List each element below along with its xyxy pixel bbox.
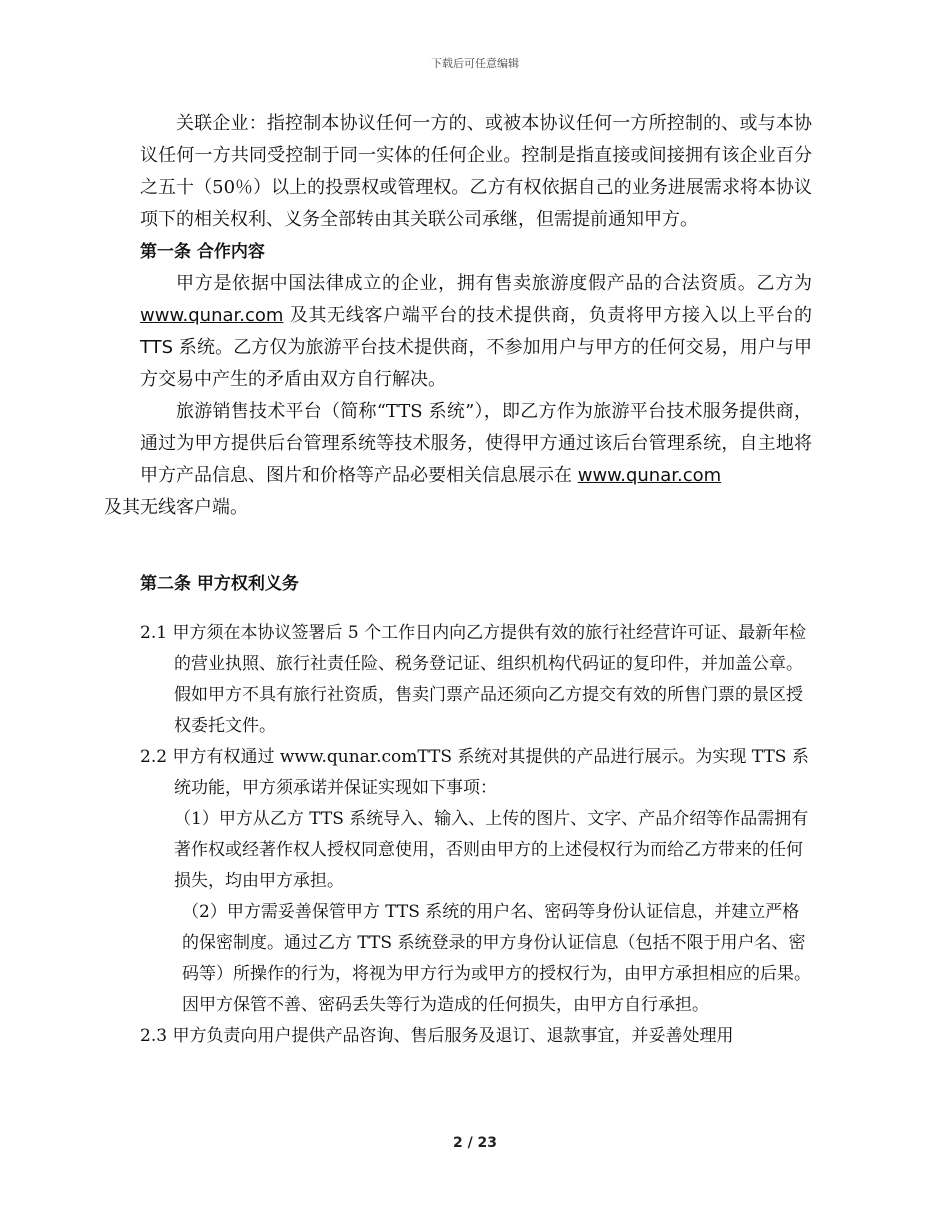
article-1-paragraph-2: [104, 396, 812, 524]
document-body: [104, 108, 812, 1052]
text-span: 及其无线客户端平台的技术提供商，负责将甲方接入以上平台的: [283, 305, 812, 326]
article-1-paragraph-1: [140, 268, 812, 396]
clause-2-2-item-1: （1）甲方从乙方 TTS 系统导入、输入、上传的图片、文字、产品介绍等作品需拥有著作权或经著作权人授权同意使用，否则由甲方的上述侵权行为而给乙方带来的任何损失，均由甲方承担。: [174, 809, 809, 891]
qunar-link[interactable]: www.qunar.com: [577, 465, 722, 486]
clause-text: 甲方负责向用户提供产品咨询、售后服务及退订、退款事宜，并妥善处理用: [167, 1026, 734, 1046]
page-header-note: 下载后可任意编辑: [431, 57, 519, 70]
affiliate-paragraph: 关联企业：指控制本协议任何一方的、或被本协议任何一方所控制的、或与本协议任何一方共同受控制于同一实体的任何企业。控制是指直接或间接拥有该企业百分之五十（50％）以上的投票权或管理权。乙方有权依据自己的业务进展需求将本协议项下的相关权利、义务全部转由其关联公司承继，但需提前通知甲方。: [140, 113, 812, 230]
text-span: 旅游销售技术平台（简称“TTS 系统”），即乙方作为旅游平台技术服务提供商，通过为甲方提供后台管理系统等技术服务，使得甲方通过该后台管理系统，自主地将甲方产品信息、图片和价格等产品必要相关信息展示在: [140, 401, 812, 486]
clause-2-3: [140, 1021, 812, 1052]
clause-2-2-item-2: （2）甲方需妥善保管甲方 TTS 系统的用户名、密码等身份认证信息，并建立严格的保密制度。通过乙方 TTS 系统登录的甲方身份认证信息（包括不限于用户名、密码等）所操作的行为，将视为甲方行为或甲方的授权行为，由甲方承担相应的后果。因甲方保管不善、密码丢失等行为造成的任何损失，由甲方自行承担。: [182, 902, 811, 1015]
article-2-title: 第二条 甲方权利义务: [140, 574, 299, 594]
text-span: 系统。乙方仅为旅游平台技术提供商，不参加用户与甲方的任何交易，用户与甲方交易中产生的矛盾由双方自行解决。: [140, 337, 812, 390]
tts-term: TTS: [140, 337, 174, 358]
qunar-link[interactable]: www.qunar.com: [140, 305, 284, 326]
text-span: 甲方是依据中国法律成立的企业，拥有售卖旅游度假产品的合法资质。乙方为: [176, 273, 812, 294]
clause-2-1: [140, 618, 812, 742]
clause-2-2: [140, 742, 812, 804]
clause-text: 甲方有权通过 www.qunar.comTTS 系统对其提供的产品进行展示。为实现 TTS 系统功能，甲方须承诺并保证实现如下事项：: [167, 747, 809, 798]
clause-text: 甲方须在本协议签署后 5 个工作日内向乙方提供有效的旅行社经营许可证、最新年检的营业执照、旅行社责任险、税务登记证、组织机构代码证的复印件，并加盖公章。假如甲方不具有旅行社资质，售卖门票产品还须向乙方提交有效的所售门票的景区授权委托文件。: [167, 623, 807, 736]
text-span: 及其无线客户端。: [104, 497, 248, 518]
article-1-title: 第一条 合作内容: [140, 242, 265, 262]
clause-number: 2.1: [140, 623, 168, 643]
clause-number: 2.3: [140, 1026, 168, 1046]
page-number: 2 / 23: [452, 1135, 498, 1151]
spacer: [140, 524, 812, 568]
clause-number: 2.2: [140, 747, 168, 767]
spacer: [140, 600, 812, 618]
